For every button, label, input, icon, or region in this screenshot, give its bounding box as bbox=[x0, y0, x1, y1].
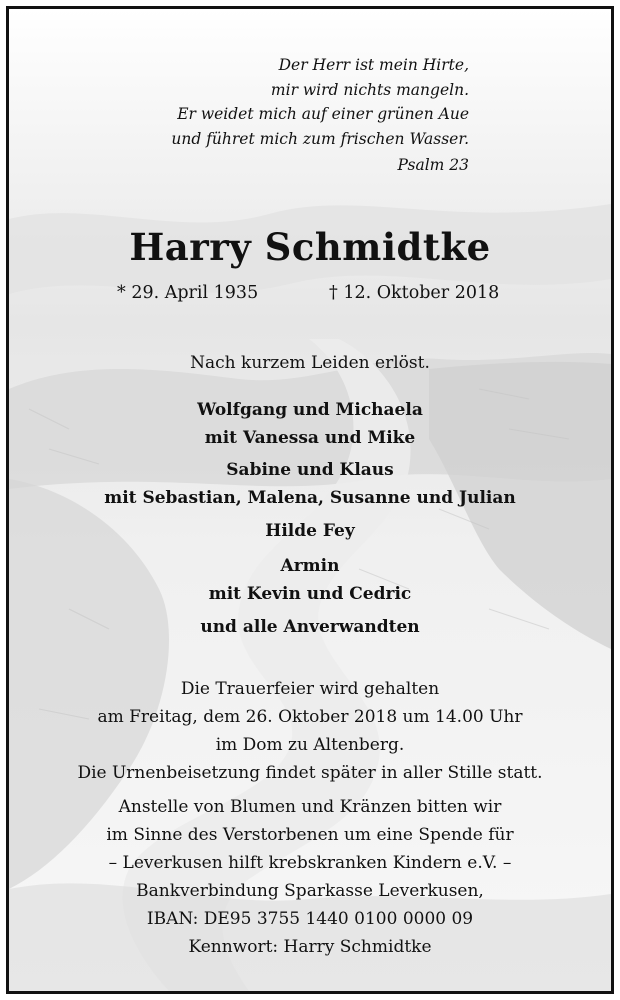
psalm-line: Der Herr ist mein Hirte, bbox=[278, 56, 469, 74]
mourner-group-2 bbox=[9, 456, 611, 512]
mourner-group-3 bbox=[9, 517, 611, 545]
mourner-line: Hilde Fey bbox=[265, 521, 355, 541]
donation-line: IBAN: DE95 3755 1440 0100 0000 09 bbox=[146, 909, 474, 929]
donation-line: Anstelle von Blumen und Kränzen bitten wir bbox=[118, 797, 502, 817]
mourner-line: Sabine und Klaus bbox=[226, 460, 394, 480]
mourner-line: mit Vanessa und Mike bbox=[204, 428, 416, 448]
obituary-content bbox=[9, 9, 611, 991]
psalm-quote bbox=[129, 53, 469, 178]
mourner-line: mit Sebastian, Malena, Susanne und Julian bbox=[104, 488, 516, 508]
funeral-line: Die Urnenbeisetzung findet später in aller Stille statt. bbox=[77, 763, 543, 783]
deceased-name: Harry Schmidtke bbox=[129, 225, 491, 269]
mourner-line: mit Kevin und Cedric bbox=[208, 584, 412, 604]
psalm-line: mir wird nichts mangeln. bbox=[270, 80, 469, 99]
mourner-line: und alle Anverwandten bbox=[200, 617, 420, 637]
death-date: † 12. Oktober 2018 bbox=[329, 283, 500, 303]
psalm-line: Er weidet mich auf einer grünen Aue bbox=[177, 105, 469, 123]
psalm-reference: Psalm 23 bbox=[397, 156, 469, 174]
mourner-group-4 bbox=[9, 552, 611, 608]
mourner-line: Wolfgang und Michaela bbox=[197, 400, 423, 420]
donation-info bbox=[9, 793, 611, 961]
mourner-group-5 bbox=[9, 613, 611, 641]
obituary-frame bbox=[6, 6, 614, 994]
funeral-info bbox=[9, 675, 611, 787]
psalm-line: und führet mich zum frischen Wasser. bbox=[171, 129, 469, 148]
funeral-line: im Dom zu Altenberg. bbox=[215, 735, 405, 755]
mourner-line: Armin bbox=[280, 556, 340, 576]
donation-line: Kennwort: Harry Schmidtke bbox=[188, 937, 432, 957]
birth-date: * 29. April 1935 bbox=[117, 283, 259, 303]
funeral-line: Die Trauerfeier wird gehalten bbox=[180, 679, 440, 699]
donation-line: – Leverkusen hilft krebskranken Kindern e.V. – bbox=[108, 853, 512, 873]
donation-line: Bankverbindung Sparkasse Leverkusen, bbox=[136, 881, 484, 901]
intro-text bbox=[9, 349, 611, 377]
donation-line: im Sinne des Verstorbenen um eine Spende für bbox=[106, 825, 514, 845]
intro-line: Nach kurzem Leiden erlöst. bbox=[190, 353, 430, 373]
funeral-line: am Freitag, dem 26. Oktober 2018 um 14.00 Uhr bbox=[97, 707, 523, 727]
mourner-group-1 bbox=[9, 396, 611, 452]
